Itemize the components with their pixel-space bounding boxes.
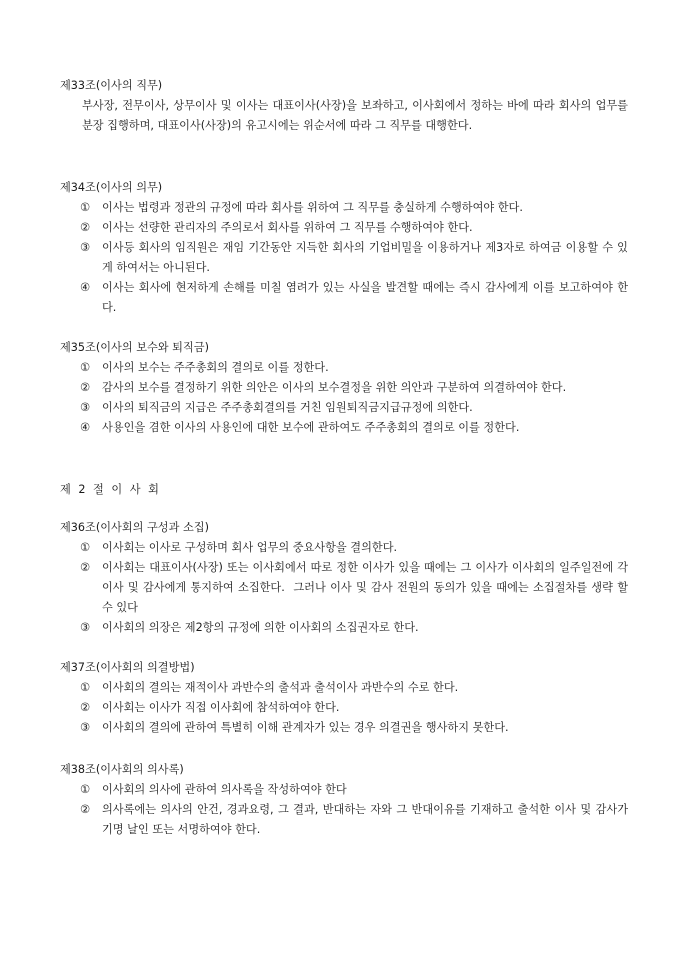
- clause: [60, 698, 628, 718]
- clause-number: ②: [80, 701, 91, 714]
- clause-text: 이사는 법령과 정관의 규정에 따라 회사를 위하여 그 직무를 충실하게 수행하여야 한다.: [102, 201, 523, 214]
- clause-text: 이사회의 결의는 재적이사 과반수의 출석과 출석이사 과반수의 수로 한다.: [102, 681, 459, 694]
- clause-text: 이사는 선량한 관리자의 주의로서 회사를 위하여 그 직무를 수행하여야 한다.: [102, 221, 473, 234]
- clause-number: ③: [80, 401, 91, 414]
- clause-number: ③: [80, 721, 91, 734]
- article-heading: 제38조(이사회의 의사록): [60, 763, 184, 776]
- article-heading: 제36조(이사회의 구성과 소집): [60, 521, 209, 534]
- clause-text: 사용인을 겸한 이사의 사용인에 대한 보수에 관하여도 주주총회의 결의로 이를 정한다.: [102, 421, 520, 434]
- clause-number: ③: [80, 621, 91, 634]
- article-34: [60, 178, 628, 318]
- article-33: [60, 76, 628, 136]
- clause: [60, 378, 628, 398]
- clause: [60, 618, 628, 638]
- clause-text: 이사회는 이사가 직접 이사회에 참석하여야 한다.: [102, 701, 340, 714]
- clause-number: ④: [80, 281, 91, 294]
- clause-text: 이사는 회사에 현저하게 손해를 미칠 염려가 있는 사실을 발견할 때에는 즉시 감사에게 이를 보고하여야 한다.: [102, 281, 628, 314]
- section-heading: 제 2 절 이 사 회: [60, 483, 159, 496]
- clause-number: ①: [80, 201, 91, 214]
- clause: [60, 418, 628, 438]
- clause-number: ①: [80, 361, 91, 374]
- clause: [60, 558, 632, 618]
- clause-number: ②: [80, 803, 91, 816]
- clause-number: ①: [80, 541, 91, 554]
- article-38: [60, 760, 628, 840]
- clause: [60, 238, 628, 278]
- clause-text: 이사회는 이사로 구성하며 회사 업무의 중요사항을 결의한다.: [102, 541, 398, 554]
- clause-number: ①: [80, 681, 91, 694]
- article-heading: 제33조(이사의 직무): [60, 79, 163, 92]
- clause-number: ②: [80, 381, 91, 394]
- clause-text: 이사회의 의사에 관하여 의사록을 작성하여야 한다: [102, 783, 347, 796]
- article-36: [60, 518, 632, 638]
- clause: [60, 398, 628, 418]
- clause-number: ②: [80, 221, 91, 234]
- clause: [60, 358, 628, 378]
- article-35: [60, 338, 628, 438]
- clause: [60, 800, 628, 840]
- clause: [60, 538, 628, 558]
- clause: [60, 780, 628, 800]
- clause-text: 이사의 보수는 주주총회의 결의로 이를 정한다.: [102, 361, 329, 374]
- clause-text: 의사록에는 의사의 안건, 경과요령, 그 결과, 반대하는 자와 그 반대이유를 기재하고 출석한 이사 및 감사가 기명 날인 또는 서명하여야 한다.: [102, 803, 628, 836]
- article-heading: 제37조(이사회의 의결방법): [60, 661, 195, 674]
- clause: [60, 718, 628, 738]
- article-body: 부사장, 전무이사, 상무이사 및 이사는 대표이사(사장)을 보좌하고, 이사회에서 정하는 바에 따라 회사의 업무를 분장 집행하며, 대표이사(사장)의 유고시에는 위순서에 따라 그 직무를 대행한다.: [82, 99, 628, 132]
- clause-text: 이사회의 의장은 제2항의 규정에 의한 이사회의 소집권자로 한다.: [102, 621, 419, 634]
- clause: [60, 218, 628, 238]
- clause-text: 이사등 회사의 임직원은 재임 기간동안 지득한 회사의 기업비밀을 이용하거나 제3자로 하여금 이용할 수 있게 하여서는 아니된다.: [102, 241, 628, 274]
- clause: [60, 678, 628, 698]
- clause-number: ①: [80, 783, 91, 796]
- clause: [60, 198, 628, 218]
- clause-number: ④: [80, 421, 91, 434]
- article-37: [60, 658, 628, 738]
- clause-text: 이사의 퇴직금의 지급은 주주총회결의를 거친 임원퇴직금지급규정에 의한다.: [102, 401, 473, 414]
- clause-number: ②: [80, 561, 91, 574]
- article-heading: 제35조(이사의 보수와 퇴직금): [60, 341, 209, 354]
- clause: [60, 278, 628, 318]
- clause-text: 감사의 보수를 결정하기 위한 의안은 이사의 보수결정을 위한 의안과 구분하여 의결하여야 한다.: [102, 381, 567, 394]
- clause-text: 이사회는 대표이사(사장) 또는 이사회에서 따로 정한 이사가 있을 때에는 그 이사가 이사회의 일주일전에 각 이사 및 감사에게 통지하여 소집한다. 그러나 이사 및 감사 전원의 동의가 있을 때에는 소집절차를 생략 할 수 있다: [102, 561, 632, 614]
- clause-number: ③: [80, 241, 91, 254]
- article-heading: 제34조(이사의 의무): [60, 181, 163, 194]
- clause-text: 이사회의 결의에 관하여 특별히 이해 관계자가 있는 경우 의결권을 행사하지 못한다.: [102, 721, 509, 734]
